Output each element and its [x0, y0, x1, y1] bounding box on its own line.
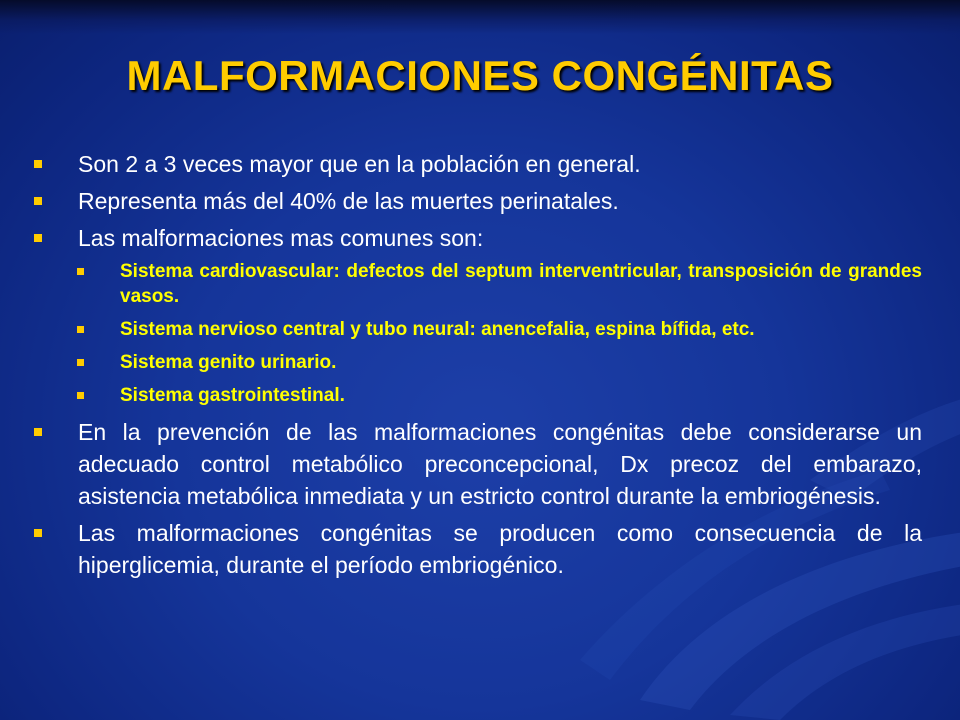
- top-shadow-band: [0, 0, 960, 34]
- slide-title: MALFORMACIONES CONGÉNITAS: [126, 52, 834, 99]
- square-bullet-icon: [77, 268, 84, 275]
- sub-bullet-text: Sistema cardiovascular: defectos del septum interventricular, transposición de grandes vasos.: [120, 261, 922, 307]
- sub-bullet-item: [32, 383, 922, 408]
- sub-bullet-text: Sistema gastrointestinal.: [120, 385, 345, 406]
- square-bullet-icon: [34, 529, 42, 537]
- sub-bullet-text: Sistema genito urinario.: [120, 352, 337, 373]
- bullet-text: Las malformaciones congénitas se producen como consecuencia de la hiperglicemia, durante el período embriogénico.: [78, 520, 922, 578]
- sub-bullet-item: [32, 259, 922, 309]
- bullet-item: [32, 222, 922, 254]
- sub-bullet-text: Sistema nervioso central y tubo neural: anencefalia, espina bífida, etc.: [120, 319, 755, 340]
- bullet-list: [32, 148, 922, 586]
- square-bullet-icon: [34, 234, 42, 242]
- square-bullet-icon: [77, 359, 84, 366]
- bullet-item: [32, 148, 922, 180]
- bullet-item: [32, 416, 922, 512]
- bullet-text: Representa más del 40% de las muertes perinatales.: [78, 188, 619, 214]
- bullet-item: [32, 517, 922, 581]
- square-bullet-icon: [34, 428, 42, 436]
- square-bullet-icon: [34, 160, 42, 168]
- bullet-text: Las malformaciones mas comunes son:: [78, 225, 484, 251]
- square-bullet-icon: [77, 326, 84, 333]
- sub-bullet-item: [32, 317, 922, 342]
- bullet-item: [32, 185, 922, 217]
- bullet-text: En la prevención de las malformaciones congénitas debe considerarse un adecuado control metabólico preconcepcional, Dx precoz del embarazo, asistencia metabólica inmediata y un estricto control durante la embriogénesis.: [78, 419, 922, 509]
- square-bullet-icon: [34, 197, 42, 205]
- sub-bullet-item: [32, 350, 922, 375]
- bullet-text: Son 2 a 3 veces mayor que en la población en general.: [78, 151, 641, 177]
- square-bullet-icon: [77, 392, 84, 399]
